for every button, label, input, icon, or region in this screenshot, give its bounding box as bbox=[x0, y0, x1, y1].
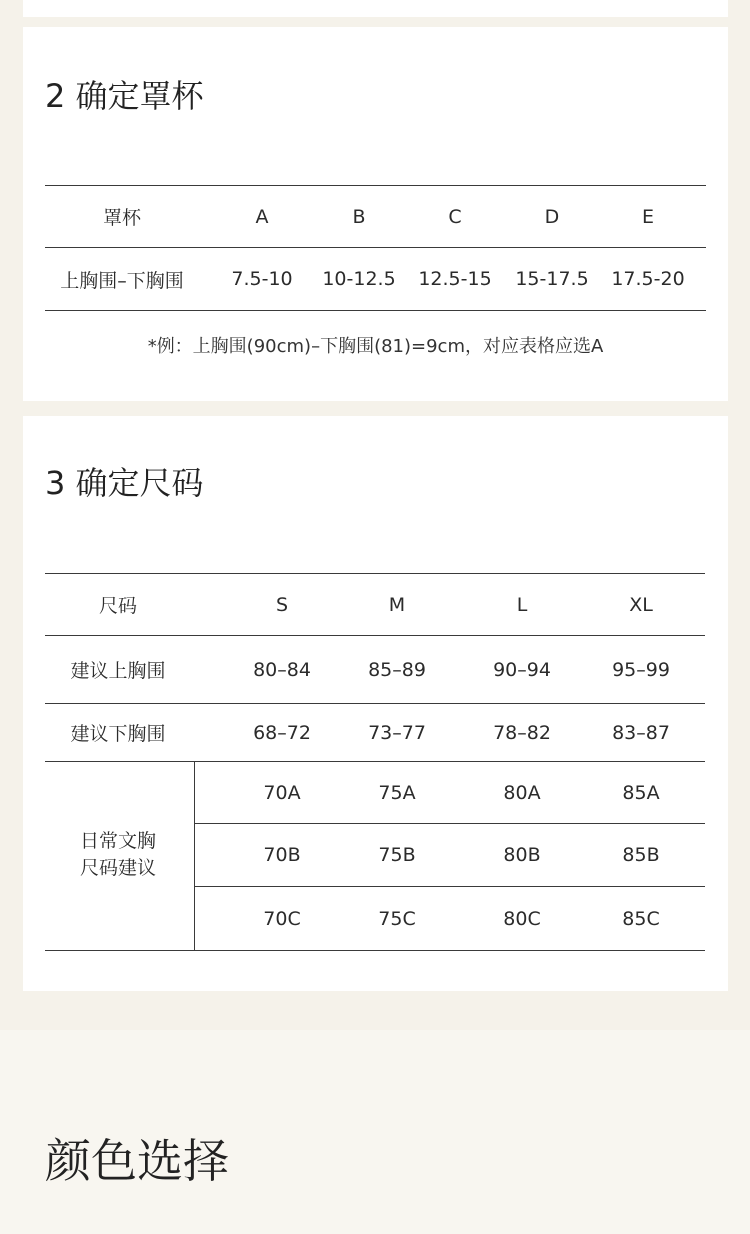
cup-header-label: 罩杯 bbox=[102, 207, 141, 229]
cup-value-b: 10-12.5 bbox=[322, 268, 396, 290]
daily-bra-label-line1: 日常文胸 bbox=[79, 829, 156, 852]
cup-header-c: C bbox=[448, 205, 462, 228]
daily-bra-label-line2: 尺码建议 bbox=[79, 856, 156, 879]
cup-header-b: B bbox=[352, 205, 366, 228]
size-header-label: 尺码 bbox=[98, 595, 137, 617]
size-header-xl: XL bbox=[629, 593, 653, 616]
under-bust-xl: 83–87 bbox=[612, 721, 670, 744]
size-header-m: M bbox=[388, 593, 406, 616]
upper-bust-s: 80–84 bbox=[253, 658, 311, 681]
cup-value-a: 7.5-10 bbox=[231, 268, 293, 290]
daily-xl-b: 85B bbox=[622, 844, 660, 866]
cup-table-bottom-border bbox=[45, 310, 706, 311]
daily-m-c: 75C bbox=[378, 907, 416, 930]
under-bust-s: 68–72 bbox=[253, 721, 311, 744]
daily-m-b: 75B bbox=[378, 844, 416, 866]
daily-l-b: 80B bbox=[503, 844, 541, 866]
daily-s-a: 70A bbox=[263, 781, 301, 804]
size-section-title: 3 确定尺码 bbox=[45, 464, 204, 502]
cup-value-e: 17.5-20 bbox=[611, 268, 685, 290]
daily-m-a: 75A bbox=[378, 781, 416, 804]
size-table-bottom-border bbox=[45, 950, 705, 951]
cup-section-title: 2 确定罩杯 bbox=[45, 77, 204, 115]
daily-xl-c: 85C bbox=[622, 907, 660, 930]
size-table-vertical-divider bbox=[194, 761, 195, 951]
daily-xl-a: 85A bbox=[622, 781, 660, 804]
daily-s-b: 70B bbox=[263, 844, 301, 866]
color-section bbox=[0, 1030, 750, 1234]
cup-section-card bbox=[23, 27, 728, 401]
cup-value-c: 12.5-15 bbox=[418, 268, 492, 290]
cup-header-e: E bbox=[641, 205, 654, 228]
upper-bust-m: 85–89 bbox=[368, 658, 426, 681]
upper-bust-l: 90–94 bbox=[493, 658, 551, 681]
cup-header-d: D bbox=[544, 205, 560, 228]
under-bust-label: 建议下胸围 bbox=[70, 723, 166, 745]
size-header-l: L bbox=[516, 593, 528, 616]
under-bust-m: 73–77 bbox=[368, 721, 426, 744]
color-section-title: 颜色选择 bbox=[45, 1134, 229, 1188]
cup-row-label: 上胸围–下胸围 bbox=[60, 269, 184, 292]
cup-value-d: 15-17.5 bbox=[515, 268, 589, 290]
under-bust-l: 78–82 bbox=[493, 721, 551, 744]
upper-bust-xl: 95–99 bbox=[612, 658, 670, 681]
size-header-s: S bbox=[275, 593, 289, 616]
upper-bust-label: 建议上胸围 bbox=[70, 660, 166, 682]
daily-l-a: 80A bbox=[503, 781, 541, 804]
daily-l-c: 80C bbox=[503, 907, 541, 930]
daily-s-c: 70C bbox=[263, 907, 301, 930]
size-section-card bbox=[23, 416, 728, 991]
cup-example-note: *例：上胸围(90cm)–下胸围(81)=9cm，对应表格应选A bbox=[147, 336, 604, 357]
previous-section-card bbox=[23, 0, 728, 17]
cup-header-a: A bbox=[255, 205, 269, 228]
